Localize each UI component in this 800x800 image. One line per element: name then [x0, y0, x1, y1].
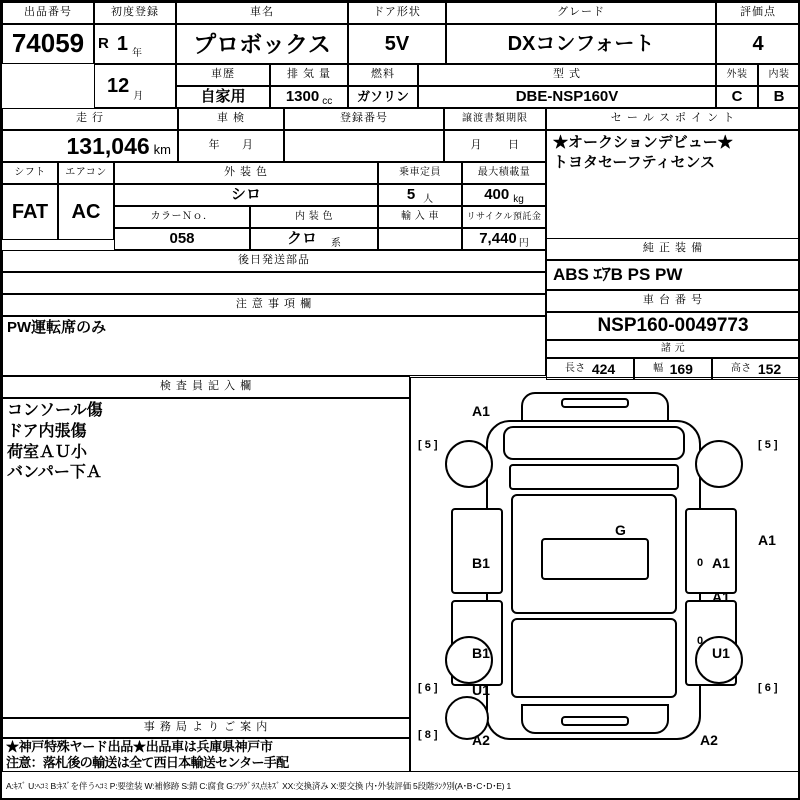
wheel-front-left	[445, 440, 493, 488]
lot-number-label: 出品番号	[2, 2, 94, 24]
max-load-unit: kg	[513, 193, 524, 205]
inspector-body	[2, 398, 410, 718]
later-shipment-parts-value	[2, 272, 546, 294]
damage-mark: U1	[472, 682, 490, 698]
right-front-door	[685, 508, 737, 594]
factory-equipment-text: ABS ｴｱB PS PW	[553, 265, 683, 285]
damage-mark: A2	[472, 732, 490, 748]
height-value: 152	[757, 360, 782, 377]
car-history-label: 車歴	[176, 64, 270, 86]
recycle-deposit-label: リサイクル預託金	[462, 206, 546, 228]
transfer-day-unit: 日	[508, 139, 520, 152]
interior-color-text: クロ	[286, 230, 317, 248]
factory-equipment-value	[546, 260, 800, 290]
shift-value	[2, 184, 58, 240]
dimensions-title: 諸 元	[546, 340, 800, 358]
model-code-text: DBE-NSP160V	[515, 88, 619, 106]
recycle-deposit-unit: 円	[518, 237, 529, 249]
factory-equipment-title: 純 正 装 備	[546, 238, 800, 260]
damage-mark: B1	[472, 555, 490, 571]
first-registration-month-unit: 月	[133, 90, 144, 102]
transfer-deadline-label: 譲渡書類期限	[444, 108, 546, 130]
grade-label: グレード	[446, 2, 716, 24]
import-value	[378, 228, 462, 250]
damage-code-legend: A:ｷｽﾞ U:ﾍｺﾐ B:ｷｽﾞを伴うﾍｺﾐ P:要塗装 W:補修跡 S:錆 C:腐食 G:ﾌﾗｸﾞﾗｽ点ｷｽﾞ XX:交換済み X:要交換 内･外装評価 5段階ﾗﾝｸ別(A･B･C･D･E) 1	[6, 781, 512, 791]
office-notice-line-2: 注意：落札後の輸送は全て西日本輸送センター手配	[6, 755, 289, 770]
door-shape-value: 5V	[348, 24, 446, 64]
hood-panel	[503, 426, 685, 460]
first-registration-year-unit: 年	[131, 47, 142, 59]
interior-grade-label: 内装	[758, 64, 800, 86]
shaken-month-unit: 月	[242, 139, 254, 152]
interior-grade-value: B	[758, 86, 800, 108]
seats-label: 乗車定員	[378, 162, 462, 184]
grade-value: DXコンフォート	[446, 24, 716, 64]
mileage-value	[2, 130, 178, 162]
inspector-title: 検 査 員 記 入 欄	[2, 376, 410, 398]
damage-mark: [ 8 ]	[418, 729, 438, 741]
fuel-value	[348, 86, 418, 108]
sales-point-title: セ ー ル ス ポ イ ン ト	[546, 108, 800, 130]
max-load-value	[462, 184, 546, 206]
displacement-value	[270, 86, 348, 108]
inspector-line-4: バンパー下Ａ	[7, 464, 102, 482]
max-load-text: 400	[484, 186, 510, 204]
registration-number-value	[284, 130, 444, 162]
fuel-label: 燃料	[348, 64, 418, 86]
chassis-number-title: 車 台 番 号	[546, 290, 800, 312]
registration-number-label: 登録番号	[284, 108, 444, 130]
inspector-line-2: ドア内張傷	[7, 422, 87, 440]
car-history-value	[176, 86, 270, 108]
seats-text: 5	[406, 186, 416, 204]
displacement-text: 1300	[285, 88, 320, 106]
import-label: 輸 入 車	[378, 206, 462, 228]
first-registration-label: 初度登録	[94, 2, 176, 24]
height-label: 高さ	[730, 362, 752, 374]
damage-mark: A2	[700, 732, 718, 748]
front-grille	[561, 398, 629, 408]
shaken-year-unit: 年	[208, 139, 220, 152]
damage-mark: [ 6 ]	[758, 682, 778, 694]
sales-point-line-2: トヨタセーフティセンス	[553, 153, 716, 171]
max-load-label: 最大積載量	[462, 162, 546, 184]
mileage-label: 走 行	[2, 108, 178, 130]
damage-mark: U1	[712, 645, 730, 661]
vehicle-damage-diagram	[410, 377, 800, 772]
damage-mark: [ 6 ]	[418, 682, 438, 694]
first-registration-month-value: 12	[107, 74, 130, 97]
exterior-color-value	[114, 184, 378, 206]
color-number-text: 058	[169, 230, 195, 248]
damage-mark: B1	[472, 645, 490, 661]
length-value: 424	[591, 360, 616, 377]
door-shape-label: ドア形状	[348, 2, 446, 24]
lot-number-value: 74059	[2, 24, 94, 64]
shift-text: FAT	[11, 200, 49, 223]
damage-mark: 0	[697, 557, 704, 569]
color-number-label: カラーＮｏ．	[114, 206, 250, 228]
transfer-month-unit: 月	[470, 139, 482, 152]
aircon-label: エアコン	[58, 162, 114, 184]
office-notice-body	[2, 738, 410, 772]
damage-mark: A1	[712, 555, 730, 571]
damage-mark: A1	[472, 403, 490, 419]
chassis-number-value	[546, 312, 800, 340]
mileage-text: 131,046	[66, 132, 150, 159]
left-front-door	[451, 508, 503, 594]
caution-body	[2, 316, 546, 376]
mileage-unit: km	[153, 142, 171, 158]
car-name-label: 車名	[176, 2, 348, 24]
cargo-area	[511, 618, 677, 698]
length-label: 長さ	[564, 362, 586, 374]
displacement-label: 排 気 量	[270, 64, 348, 86]
damage-mark: [ 5 ]	[758, 439, 778, 451]
damage-mark: [ 5 ]	[418, 439, 438, 451]
sales-point-line-1: ★オークションデビュー★	[553, 134, 733, 151]
car-history-text: 自家用	[200, 88, 246, 106]
aircon-value	[58, 184, 114, 240]
recycle-deposit-value	[462, 228, 546, 250]
seats-unit: 人	[423, 193, 434, 205]
windshield	[509, 464, 679, 490]
shaken-label: 車 検	[178, 108, 284, 130]
interior-color-label: 内 装 色	[250, 206, 378, 228]
later-shipment-parts-label: 後日発送部品	[2, 250, 546, 272]
interior-color-suffix: 系	[331, 237, 341, 249]
width-label: 幅	[653, 362, 664, 374]
inspector-line-3: 荷室ＡＵ小	[7, 443, 88, 461]
caution-line-1: PW運転席のみ	[7, 319, 107, 336]
chassis-number-text: NSP160-0049773	[597, 315, 749, 337]
transfer-deadline-value	[444, 130, 546, 162]
damage-mark: G	[615, 522, 626, 538]
score-value: 4	[716, 24, 800, 64]
damage-mark: A1	[758, 532, 776, 548]
office-notice-title: 事 務 局 よ り ご 案 内	[2, 718, 410, 738]
front-seats-area	[541, 538, 649, 580]
car-name-value: プロボックス	[176, 24, 348, 64]
exterior-color-text: シロ	[230, 186, 261, 204]
displacement-unit: cc	[322, 95, 333, 107]
width-value: 169	[669, 360, 693, 377]
damage-mark: 0	[697, 635, 704, 647]
first-registration-value	[94, 24, 176, 64]
recycle-deposit-text: 7,440	[479, 230, 517, 248]
office-notice-line-1: ★神戸特殊ヤード出品★出品車は兵庫県神戸市	[6, 739, 273, 755]
interior-color-value	[250, 228, 378, 250]
first-registration-month	[94, 64, 176, 108]
seats-value	[378, 184, 462, 206]
caution-title: 注 意 事 項 欄	[2, 294, 546, 316]
wheel-front-right	[695, 440, 743, 488]
exterior-grade-value: C	[716, 86, 758, 108]
aircon-text: AC	[71, 200, 101, 223]
color-number-value	[114, 228, 250, 250]
rear-garnish	[561, 716, 629, 726]
score-label: 評価点	[716, 2, 800, 24]
exterior-grade-label: 外装	[716, 64, 758, 86]
fuel-text: ガソリン	[356, 89, 409, 105]
model-code-value	[418, 86, 716, 108]
inspector-line-1: コンソール傷	[7, 402, 103, 419]
shaken-value	[178, 130, 284, 162]
first-registration-era: R	[98, 35, 109, 53]
first-registration-year: 1	[116, 32, 128, 55]
exterior-color-label: 外 装 色	[114, 162, 378, 184]
shift-label: シフト	[2, 162, 58, 184]
model-code-label: 型 式	[418, 64, 716, 86]
damage-mark: A1	[712, 589, 730, 605]
